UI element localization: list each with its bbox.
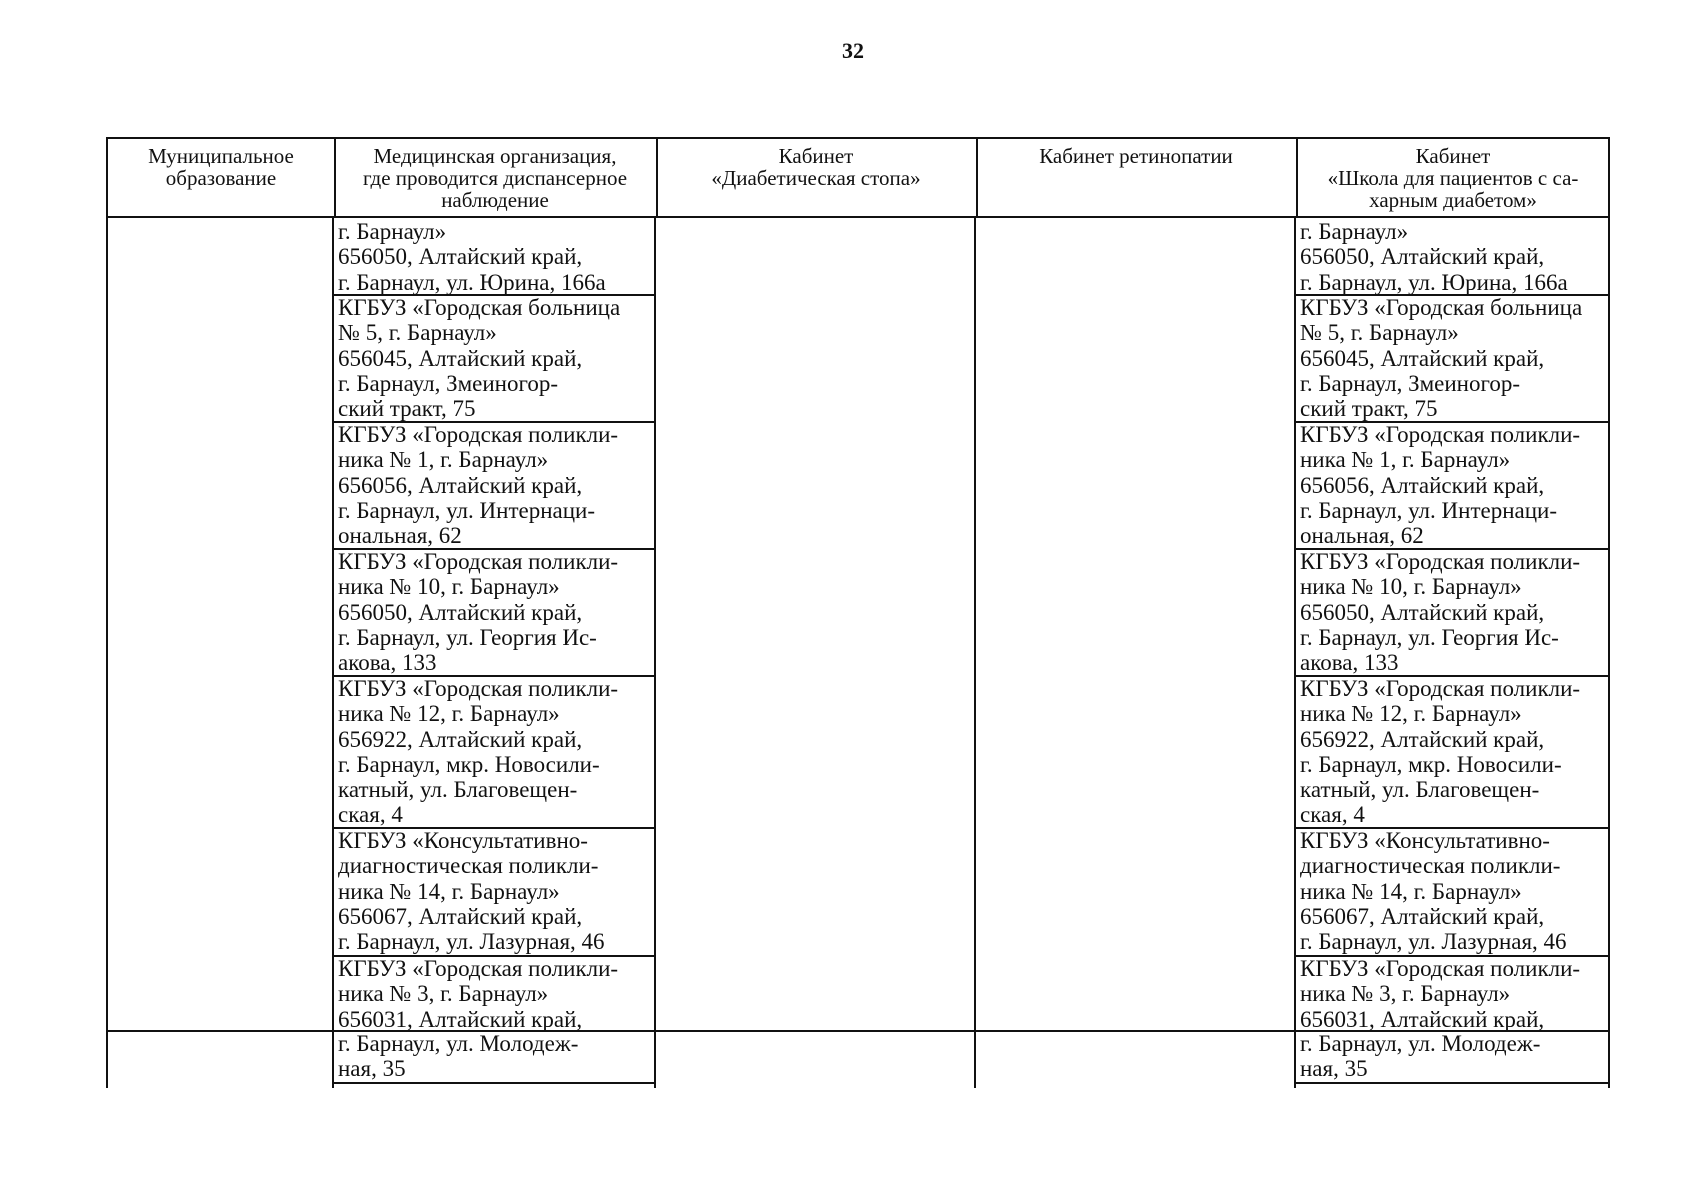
page-number: 32 (842, 38, 864, 63)
table-right-border (1608, 218, 1610, 1088)
header-municipality: Муниципальное образование (148, 144, 294, 190)
column-divider-org-right (654, 218, 656, 1088)
table-cell-school: КГБУЗ «Городская поликли- ника № 10, г. Барнаул» 656050, Алтайский край, г. Барнаул, ул. Георгия Ис- акова, 133 (1300, 549, 1581, 676)
table-cell-school: КГБУЗ «Городская поликли- ника № 3, г. Барнаул» 656031, Алтайский край, (1300, 956, 1581, 1032)
table-cell-org: КГБУЗ «Городская поликли- ника № 1, г. Барнаул» 656056, Алтайский край, г. Барнаул, ул. Интернаци- ональная, 62 (338, 422, 619, 549)
table-cell-school: г. Барнаул, ул. Молодеж- ная, 35 (1300, 1031, 1541, 1082)
table-cell-org: КГБУЗ «Консультативно- диагностическая поликли- ника № 14, г. Барнаул» 656067, Алтайский край, г. Барнаул, ул. Лазурная, 46 (338, 828, 605, 955)
table-cell-org: КГБУЗ «Городская поликли- ника № 3, г. Барнаул» 656031, Алтайский край, (338, 956, 619, 1032)
table-cell-org: г. Барнаул» 656050, Алтайский край, г. Барнаул, ул. Юрина, 166а (338, 219, 606, 295)
table-left-border (106, 218, 108, 1088)
table-cell-school: КГБУЗ «Консультативно- диагностическая поликли- ника № 14, г. Барнаул» 656067, Алтайский край, г. Барнаул, ул. Лазурная, 46 (1300, 828, 1567, 955)
table-cell-org: КГБУЗ «Городская поликли- ника № 12, г. Барнаул» 656922, Алтайский край, г. Барнаул, мкр. Новосили- катный, ул. Благовещен- ская, 4 (338, 676, 619, 828)
column-divider-retinopathy (974, 218, 976, 1088)
table-header (106, 137, 1610, 218)
header-retinopathy: Кабинет ретинопатии (1039, 144, 1233, 168)
header-diabetes-school: Кабинет «Школа для пациентов с са- харным диабетом» (1327, 144, 1579, 212)
table-cell-org: КГБУЗ «Городская поликли- ника № 10, г. Барнаул» 656050, Алтайский край, г. Барнаул, ул. Георгия Ис- акова, 133 (338, 549, 619, 676)
table-cell-school: КГБУЗ «Городская поликли- ника № 1, г. Барнаул» 656056, Алтайский край, г. Барнаул, ул. Интернаци- ональная, 62 (1300, 422, 1581, 549)
table-cell-org: КГБУЗ «Городская больница № 5, г. Барнаул» 656045, Алтайский край, г. Барнаул, Змеиногор- ский тракт, 75 (338, 295, 621, 422)
table-cell-school: КГБУЗ «Городская больница № 5, г. Барнаул» 656045, Алтайский край, г. Барнаул, Змеиногор- ский тракт, 75 (1300, 295, 1583, 422)
header-diabetic-foot: Кабинет «Диабетическая стопа» (711, 144, 921, 190)
table-cell-org: г. Барнаул, ул. Молодеж- ная, 35 (338, 1031, 579, 1082)
table-cell-school: г. Барнаул» 656050, Алтайский край, г. Барнаул, ул. Юрина, 166а (1300, 219, 1568, 295)
table-cell-school: КГБУЗ «Городская поликли- ника № 12, г. Барнаул» 656922, Алтайский край, г. Барнаул, мкр. Новосили- катный, ул. Благовещен- ская, 4 (1300, 676, 1581, 828)
header-medical-organization: Медицинская организация, где проводится диспансерное наблюдение (362, 144, 628, 212)
